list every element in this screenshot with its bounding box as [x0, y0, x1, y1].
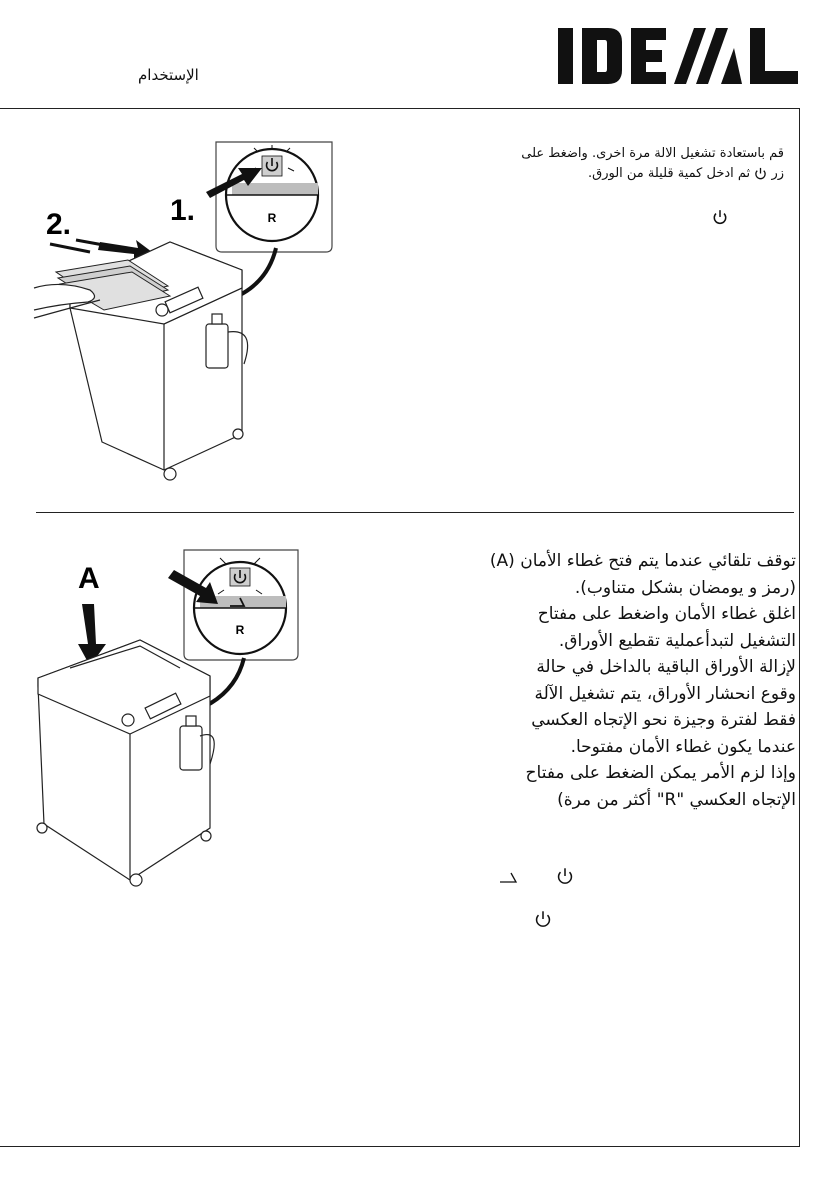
power-icon: [556, 867, 574, 885]
power-icon: [754, 167, 767, 180]
shredder-feed-paper-illustration: [30, 138, 350, 483]
text-line: فقط لفترة وجيزة نحو الإتجاه العكسي: [531, 710, 796, 730]
step1-label: 1.: [170, 194, 196, 227]
text-line: اغلق غطاء الأمان واضغط على مفتاح: [537, 604, 796, 624]
power-icon: [712, 209, 728, 225]
step2-label: 2.: [46, 208, 72, 241]
shredder-safety-cover-illustration: [30, 548, 350, 893]
text-line: التشغيل لتبدأعملية تقطيع الأوراق.: [558, 630, 796, 651]
reverse-button-label: R: [267, 211, 277, 225]
cover-open-icon: [498, 869, 518, 885]
text-line: لإزالة الأوراق الباقية بالداخل في حالة: [536, 657, 796, 677]
section-divider: [36, 512, 794, 513]
section2-instructions: [440, 548, 796, 813]
power-icon: [230, 568, 250, 586]
instruction-line-1: قم باستعادة تشغيل الالة مرة اخرى. واضغط على: [521, 146, 784, 161]
text-line: توقف تلقائي عندما يتم فتح غطاء الأمان (A): [489, 551, 796, 571]
page-title: الإستخدام: [138, 66, 199, 84]
text-line: وقوع انحشار الأوراق، يتم تشغيل الآلة: [534, 683, 796, 704]
text-line: (رمز و يومضان بشكل متناوب).: [574, 577, 796, 598]
instruction-line-2: زر ثم ادخل كمية قليلة من الورق.: [587, 166, 784, 181]
text-line: عندما يكون غطاء الأمان مفتوحا.: [570, 736, 796, 757]
power-icon: [534, 910, 552, 928]
cover-label: A: [78, 562, 100, 595]
text-line: الإتجاه العكسي "R" أكثر من مرة): [557, 789, 796, 810]
section1-instructions: [470, 144, 784, 184]
ideal-logo: [556, 26, 800, 86]
control-panel-band: [232, 183, 318, 195]
text-line: وإذا لزم الأمر يمكن الضغط على مفتاح: [525, 763, 796, 783]
reverse-button-label: R: [235, 623, 245, 637]
